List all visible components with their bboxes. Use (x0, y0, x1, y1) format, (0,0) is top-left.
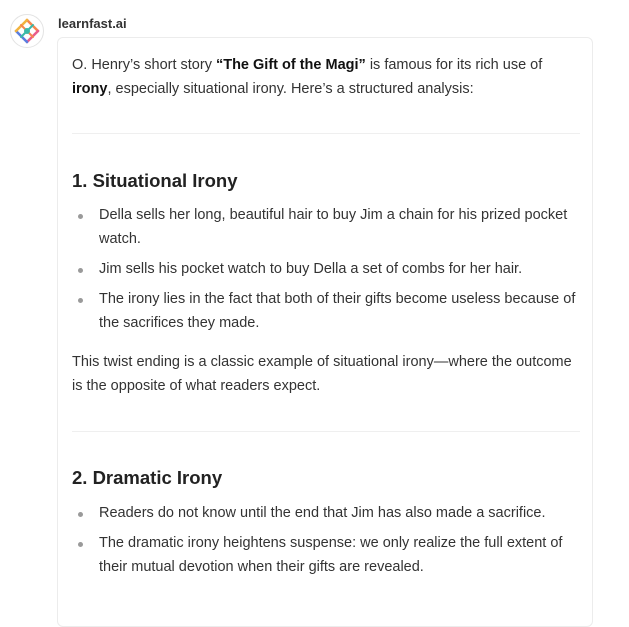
list-item (72, 204, 580, 251)
app-name: learnfast.ai (58, 16, 127, 31)
intro-paragraph (72, 54, 580, 101)
list-item-text: The dramatic irony heightens suspense: we only realize the full extent of their mutual devotion when their gifts are revealed. (99, 535, 563, 575)
bullet-dot-icon (78, 268, 83, 273)
avatar[interactable] (10, 14, 44, 48)
intro-text-2: is famous for its rich use of (365, 57, 543, 73)
list-item (72, 288, 580, 335)
list-item-text: Jim sells his pocket watch to buy Della a set of combs for her hair. (99, 261, 523, 277)
divider (72, 133, 580, 134)
situational-summary: This twist ending is a classic example of situational irony—where the outcome is the opposite of what readers expect. (72, 354, 572, 394)
section-heading-dramatic: 2. Dramatic Irony (72, 467, 223, 488)
irony-term: irony (72, 80, 108, 97)
message-card (57, 37, 593, 627)
divider (72, 431, 580, 432)
bullet-dot-icon (78, 298, 83, 303)
bullet-dot-icon (78, 512, 83, 517)
list-item (72, 258, 580, 282)
intro-text-3: , especially situational irony. Here’s a structured analysis: (107, 80, 474, 97)
list-item-text: The irony lies in the fact that both of their gifts become useless because of the sacrifices they made. (99, 291, 576, 331)
list-item (72, 532, 580, 579)
story-title: “The Gift of the Magi” (215, 57, 366, 73)
list-item-text: Readers do not know until the end that Jim has also made a sacrifice. (99, 505, 546, 521)
bullet-dot-icon (78, 214, 83, 219)
list-item-text: Della sells her long, beautiful hair to buy Jim a chain for his prized pocket watch. (99, 207, 568, 247)
learnfast-logo-icon (13, 17, 41, 45)
section-heading-situational: 1. Situational Irony (72, 170, 238, 191)
bullet-dot-icon (78, 542, 83, 547)
list-item (72, 502, 580, 526)
intro-text-1: O. Henry’s short story (72, 57, 216, 73)
